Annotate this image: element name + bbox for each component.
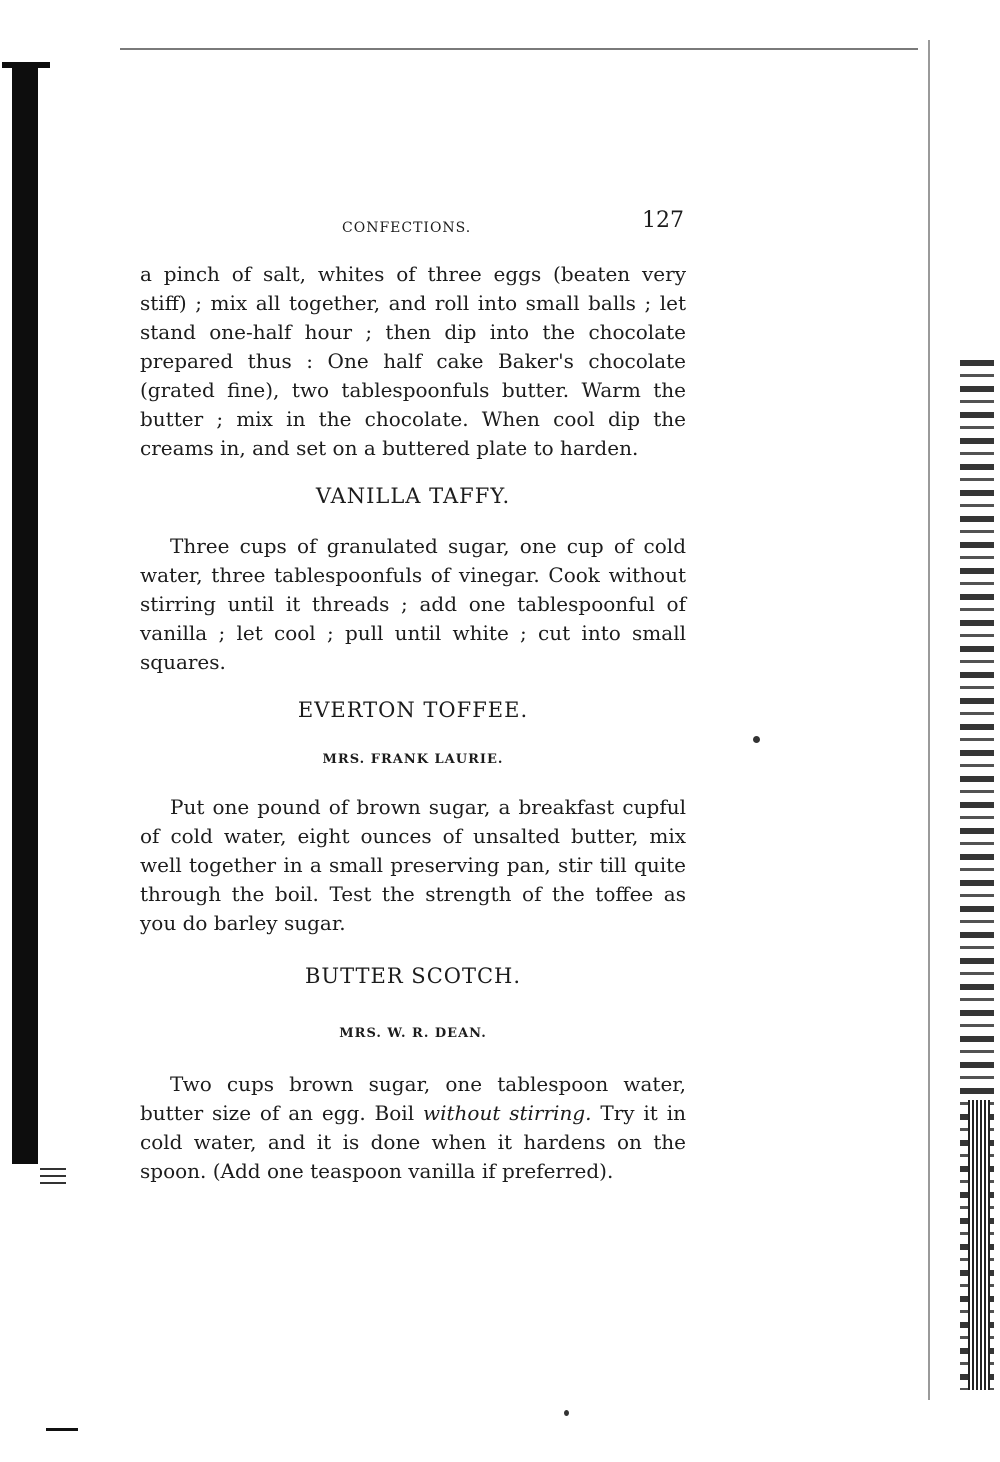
emphasis-text: without stirring.	[422, 1101, 592, 1125]
recipe-body-vanilla-taffy: Three cups of granulated sugar, one cup of cold water, three tablespoonfuls of vinegar. Cook without stirring until it threads ; add one tablespoonful of vanilla ; let cool ; pull until white ; cut into small squares.	[140, 534, 686, 674]
recipe-title-butter-scotch: BUTTER SCOTCH.	[304, 964, 522, 988]
body-text: Try it in cold water, and it is done when it hardens on the spoon. (Add one teaspoon vanilla if preferred).	[140, 1101, 686, 1183]
page-number: 127	[642, 208, 684, 233]
ink-speck	[564, 1410, 569, 1416]
recipe-body-butter-scotch	[140, 1070, 686, 1186]
recipe-title-vanilla-taffy: VANILLA TAFFY.	[315, 484, 511, 508]
page-edge-strip-lower	[968, 1100, 990, 1390]
running-head: CONFECTIONS.	[342, 220, 472, 236]
recipe-byline-butter-scotch: MRS. W. R. DEAN.	[339, 1026, 487, 1041]
page-header	[140, 208, 686, 248]
ink-speck	[753, 736, 760, 743]
binding-mark	[46, 1428, 78, 1431]
binding-lines	[40, 1168, 66, 1189]
body-text: Two cups brown sugar, one tablespoon water, butter size of an egg. Boil	[140, 1072, 686, 1125]
page-right-edge	[928, 40, 930, 1400]
recipe-body-everton-toffee: Put one pound of brown sugar, a breakfast cupful of cold water, eight ounces of unsalted butter, mix well together in a small preserving pan, stir till quite through the boil. Test the strength of the toffee as you do barley sugar.	[140, 795, 686, 935]
page-top-edge	[120, 48, 918, 50]
binding-shadow	[12, 62, 38, 1164]
recipe-byline-everton-toffee: MRS. FRANK LAURIE.	[322, 752, 504, 767]
recipe-title-everton-toffee: EVERTON TOFFEE.	[297, 698, 529, 722]
continuation-paragraph: a pinch of salt, whites of three eggs (beaten very stiff) ; mix all together, and roll into small balls ; let stand one-half hour ; then dip into the chocolate prepared thus : One half cake Baker's chocolate (grated fine), two tablespoonfuls butter. Warm the butter ; mix in the chocolate. When cool dip the creams in, and set on a buttered plate to harden.	[140, 262, 686, 460]
